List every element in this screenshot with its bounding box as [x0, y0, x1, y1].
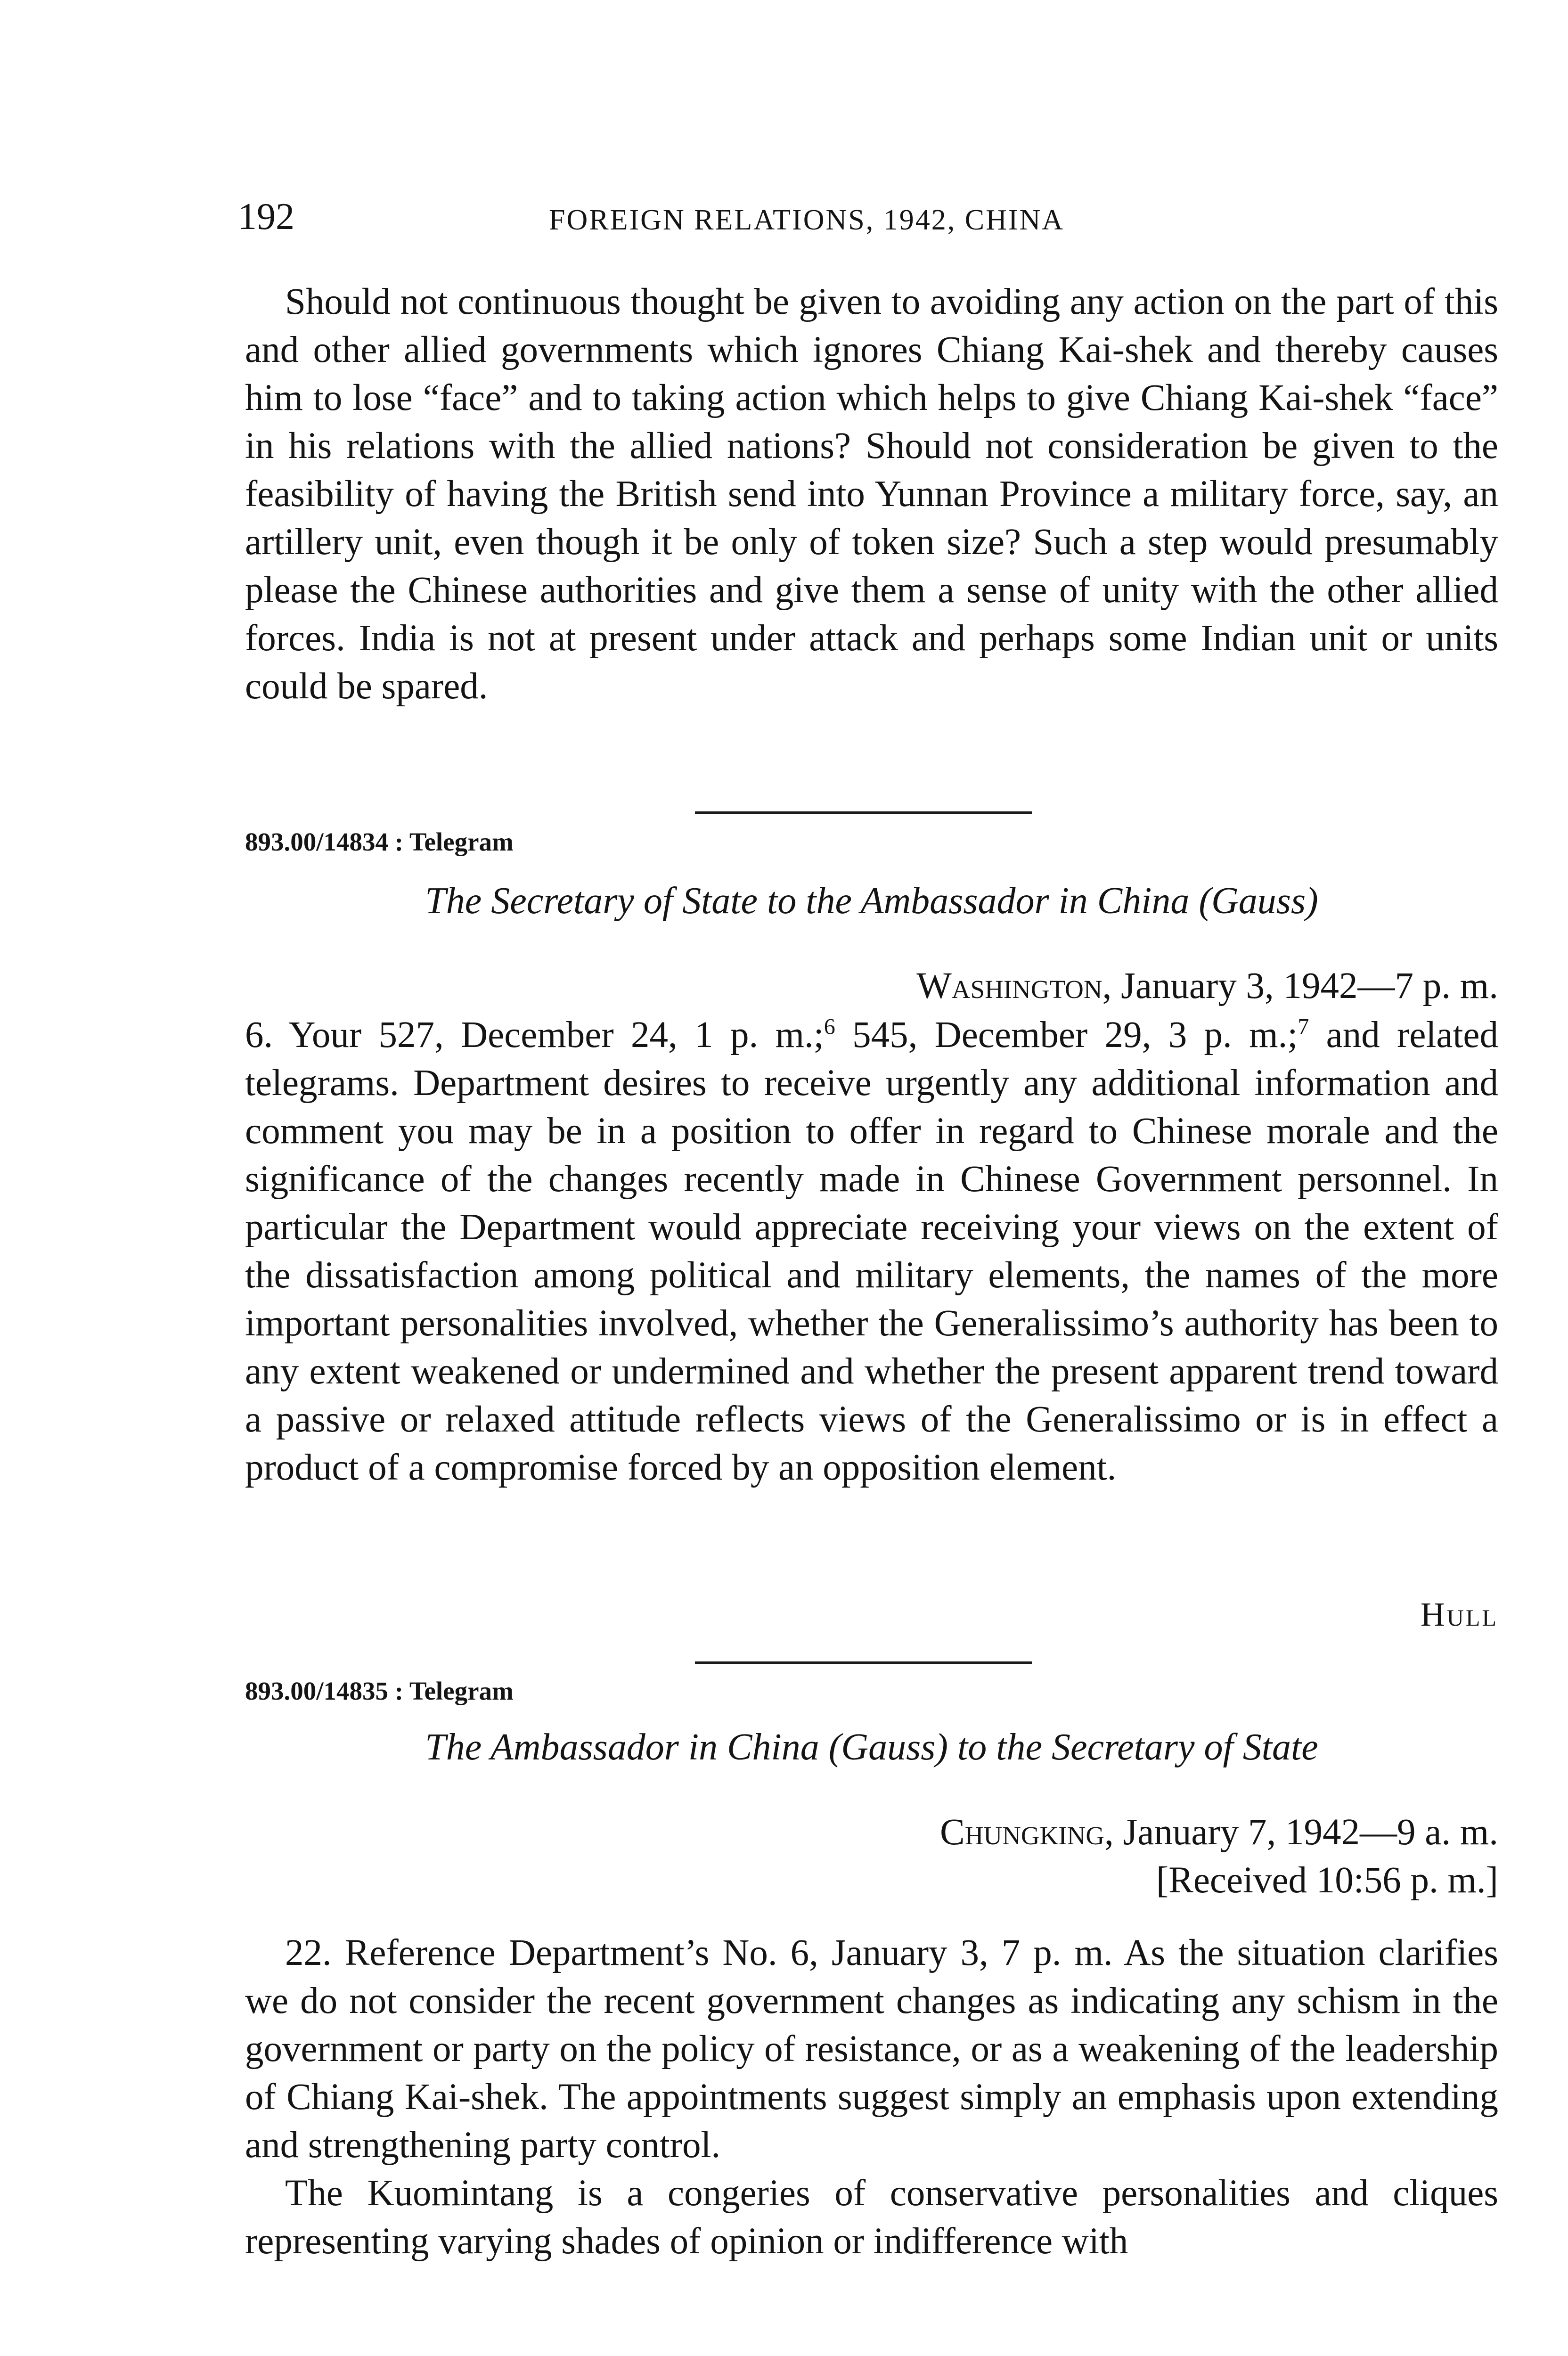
- dateline-date: , January 3, 1942—7 p. m.: [1102, 965, 1498, 1006]
- received-note: [Received 10:56 p. m.]: [1156, 1860, 1498, 1901]
- document-body: [245, 1929, 1498, 2266]
- page-number: 192: [238, 196, 294, 237]
- body-paragraph: [245, 1011, 1498, 1492]
- section-divider: [695, 811, 1032, 814]
- document-body: [245, 1011, 1498, 1492]
- dateline: [940, 1808, 1498, 1857]
- section-divider: [695, 1661, 1032, 1664]
- body-text: 545, December 29, 3 p. m.;: [835, 1014, 1298, 1055]
- body-text: 6. Your 527, December 24, 1 p. m.;: [245, 1014, 824, 1055]
- file-reference: 893.00/14835 : Telegram: [245, 1677, 514, 1705]
- dateline-date: , January 7, 1942—9 a. m.: [1104, 1812, 1498, 1853]
- running-head: FOREIGN RELATIONS, 1942, CHINA: [549, 204, 1065, 236]
- signature: Hull: [1420, 1595, 1498, 1633]
- document-title: The Secretary of State to the Ambassador in China (Gauss): [425, 880, 1318, 922]
- dateline-place: Washington: [916, 965, 1102, 1006]
- dateline: [916, 962, 1498, 1010]
- opening-paragraph: Should not continuous thought be given to avoiding any action on the part of this and other allied governments which ignores Chiang Kai-shek and thereby causes him to lose “face” and to taking action which helps to give Chiang Kai-shek “face” in his relations with the allied nations? Should not consideration be given to the feasibility of having the British send into Yunnan Province a military force, say, an artillery unit, even though it be only of token size? Such a step would presumably please the Chinese authorities and give them a sense of unity with the other allied forces. India is not at present under attack and perhaps some Indian unit or units could be spared.: [245, 281, 1498, 707]
- document-title: The Ambassador in China (Gauss) to the Secretary of State: [425, 1726, 1318, 1768]
- footnote-marker: 6: [824, 1014, 835, 1039]
- footnote-marker: 7: [1298, 1014, 1309, 1039]
- body-text: and related telegrams. Department desires to receive urgently any additional information and comment you may be in a position to offer in regard to Chinese morale and the significance of the changes recently made in Chinese Government personnel. In particular the Department would appreciate receiving your views on the extent of the dissatisfaction among political and military elements, the names of the more important personalities involved, whether the Generalissimo’s authority has been to any extent weakened or undermined and whether the present apparent trend toward a passive or relaxed attitude reflects views of the Generalissimo or is in effect a product of a compromise forced by an opposition element.: [245, 1014, 1498, 1488]
- body-paragraph: 22. Reference Department’s No. 6, January 3, 7 p. m. As the situation clarifies we do not consider the recent government changes as indicating any schism in the government or party on the policy of resistance, or as a weakening of the leadership of Chiang Kai-shek. The appointments suggest simply an emphasis upon extending and strengthening party control.: [245, 1932, 1498, 2166]
- body-paragraph: The Kuomintang is a congeries of conservative personalities and cliques representing varying shades of opinion or indifference with: [245, 2173, 1498, 2262]
- page-header: [238, 193, 1498, 245]
- file-reference: 893.00/14834 : Telegram: [245, 827, 514, 856]
- dateline-place: Chungking: [940, 1812, 1105, 1853]
- opening-paragraph-block: [245, 278, 1498, 711]
